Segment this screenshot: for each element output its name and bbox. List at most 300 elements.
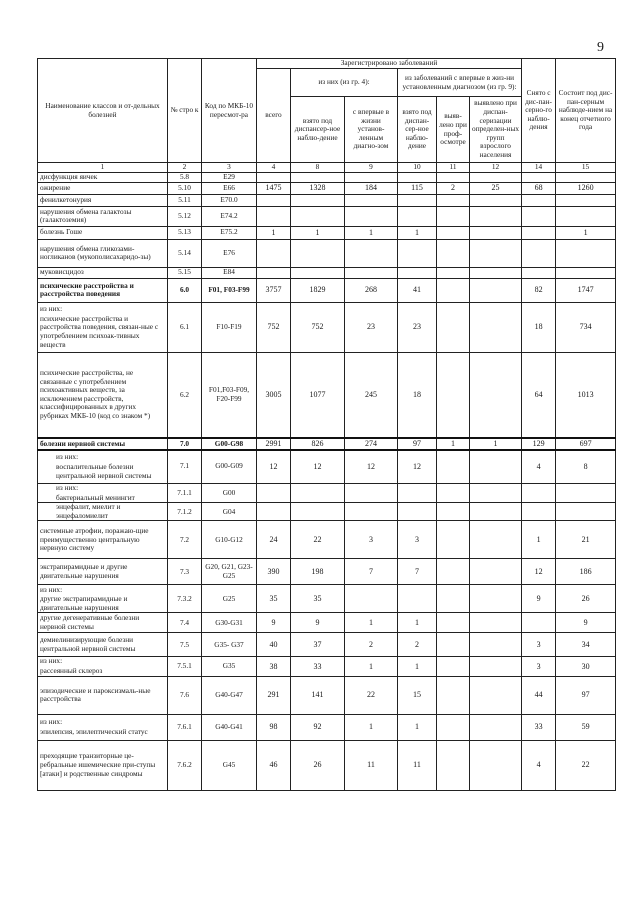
value-cell	[398, 585, 437, 613]
value-cell: 1829	[291, 278, 345, 302]
disease-name-text: нарушения обмена галактозы (галактоземия)	[40, 206, 132, 225]
value-cell: 44	[522, 676, 556, 714]
row-number: 5.10	[168, 182, 202, 194]
row-number: 5.15	[168, 267, 202, 278]
value-cell: 59	[556, 714, 616, 740]
disease-name	[38, 521, 168, 559]
disease-name	[38, 352, 168, 438]
column-number: 15	[556, 163, 616, 173]
value-cell	[470, 206, 522, 226]
row-number: 5.13	[168, 226, 202, 239]
value-cell: 40	[257, 633, 291, 657]
value-cell	[522, 173, 556, 183]
table-row	[38, 585, 616, 613]
value-cell	[470, 559, 522, 585]
disease-name-text: дисфункция яичек	[40, 172, 98, 181]
column-number: 9	[345, 163, 398, 173]
value-cell	[522, 206, 556, 226]
table-row	[38, 740, 616, 790]
icd-code: G25	[202, 585, 257, 613]
subgroup-lead: из них:	[56, 483, 79, 493]
subgroup-lead: из них:	[40, 304, 63, 314]
column-number: 14	[522, 163, 556, 173]
value-cell: 3757	[257, 278, 291, 302]
consists-header: Состоит под дис-пан-серным наблюде-нием на конец отчетного года	[556, 59, 616, 163]
column-numbers-row	[38, 163, 616, 173]
row-number: 5.11	[168, 194, 202, 206]
row-number: 7.1.1	[168, 484, 202, 503]
value-cell: 274	[345, 438, 398, 449]
value-cell	[470, 278, 522, 302]
value-cell: 697	[556, 438, 616, 449]
value-cell	[291, 503, 345, 521]
value-cell: 1	[398, 226, 437, 239]
row-number: 7.1	[168, 450, 202, 484]
value-cell: 1	[345, 226, 398, 239]
value-cell: 1	[522, 521, 556, 559]
value-cell: 3	[398, 521, 437, 559]
icd-code: G35	[202, 657, 257, 676]
value-cell: 3	[345, 521, 398, 559]
table-row	[38, 206, 616, 226]
disease-name-text: экстрапирамидные и другие двигательные нарушения	[40, 562, 128, 580]
disease-name-text: муковисцидоз	[40, 267, 84, 277]
value-cell: 3	[522, 633, 556, 657]
value-cell: 184	[345, 182, 398, 194]
value-cell: 98	[257, 714, 291, 740]
value-cell	[556, 194, 616, 206]
disease-name	[38, 559, 168, 585]
value-cell: 92	[291, 714, 345, 740]
value-cell: 2	[345, 633, 398, 657]
found-at-exams-header: выяв-лено при проф-осмотре	[437, 97, 470, 163]
disease-name-text: системные атрофии, поражаю-щие преимущественно центральную нервную систему	[40, 526, 149, 553]
value-cell: 1	[556, 226, 616, 239]
value-cell	[556, 267, 616, 278]
value-cell: 1	[398, 714, 437, 740]
col-name-header: Наименование классов и от-дельных болезней	[38, 59, 168, 163]
value-cell	[257, 173, 291, 183]
column-number: 11	[437, 163, 470, 173]
value-cell	[556, 206, 616, 226]
value-cell	[257, 194, 291, 206]
table-row	[38, 503, 616, 521]
subgroup-lead: из них:	[40, 717, 63, 727]
value-cell: 15	[398, 676, 437, 714]
value-cell: 2	[398, 633, 437, 657]
value-cell: 1	[437, 438, 470, 449]
value-cell: 268	[345, 278, 398, 302]
value-cell: 752	[291, 302, 345, 352]
table-row	[38, 484, 616, 503]
value-cell: 826	[291, 438, 345, 449]
value-cell: 1077	[291, 352, 345, 438]
value-cell	[345, 267, 398, 278]
value-cell	[437, 302, 470, 352]
disease-name-text: демиелинизирующие болезни центральной нервной системы	[40, 635, 136, 653]
value-cell	[345, 585, 398, 613]
disease-name-text: фенилкетонурия	[40, 194, 92, 204]
value-cell: 4	[522, 740, 556, 790]
value-cell	[437, 585, 470, 613]
value-cell	[257, 206, 291, 226]
found-at-disp-header: выявлено при диспан-серизации определен-ных групп взрослого населения	[470, 97, 522, 163]
value-cell: 1	[257, 226, 291, 239]
icd-code: F01, F03-F99	[202, 278, 257, 302]
value-cell: 8	[556, 450, 616, 484]
value-cell	[398, 173, 437, 183]
disease-name-text: эпилепсия, эпилептический статус	[40, 726, 148, 736]
value-cell: 198	[291, 559, 345, 585]
table-row	[38, 559, 616, 585]
icd-code: G10-G12	[202, 521, 257, 559]
disease-name-text: болезни нервной системы	[40, 438, 126, 448]
row-number: 7.1.2	[168, 503, 202, 521]
icd-code: E84	[202, 267, 257, 278]
value-cell: 141	[291, 676, 345, 714]
value-cell	[437, 352, 470, 438]
disease-name	[38, 503, 168, 521]
table-row	[38, 676, 616, 714]
icd-code: G00	[202, 484, 257, 503]
row-number: 6.0	[168, 278, 202, 302]
icd-code: F01,F03-F09, F20-F99	[202, 352, 257, 438]
value-cell	[345, 239, 398, 267]
row-number: 7.2	[168, 521, 202, 559]
icd-code: E66	[202, 182, 257, 194]
value-cell	[437, 450, 470, 484]
value-cell	[437, 239, 470, 267]
value-cell	[522, 484, 556, 503]
value-cell	[470, 740, 522, 790]
disease-name-text: психические расстройства, не связанные с употреблением психоактивных веществ, за исключением расстройств, классифицированных в других рубриках МКБ-10 (код со знаком *)	[40, 368, 151, 421]
column-number: 2	[168, 163, 202, 173]
value-cell	[522, 194, 556, 206]
value-cell	[470, 714, 522, 740]
value-cell	[345, 503, 398, 521]
value-cell	[470, 585, 522, 613]
icd-code: G40-G47	[202, 676, 257, 714]
value-cell	[398, 206, 437, 226]
first-in-life-header: с впервые в жизни установ-ленным диагно-зом	[345, 97, 398, 163]
value-cell: 1013	[556, 352, 616, 438]
row-number: 6.2	[168, 352, 202, 438]
column-number: 10	[398, 163, 437, 173]
row-number: 7.6.1	[168, 714, 202, 740]
disease-name	[38, 194, 168, 206]
row-number: 7.3.2	[168, 585, 202, 613]
disease-name-text: нарушения обмена гликозами-ногликанов (мукополисахаридо-зы)	[40, 243, 151, 262]
disease-name	[38, 613, 168, 633]
value-cell	[470, 676, 522, 714]
table-row	[38, 182, 616, 194]
row-number: 7.5.1	[168, 657, 202, 676]
value-cell: 26	[291, 740, 345, 790]
value-cell: 1475	[257, 182, 291, 194]
disease-name	[38, 450, 168, 484]
value-cell: 21	[556, 521, 616, 559]
taken-dispensary-header: взято под диспансер-ное наблю-дение	[291, 97, 345, 163]
value-cell	[398, 267, 437, 278]
icd-code: E75.2	[202, 226, 257, 239]
value-cell: 1	[398, 657, 437, 676]
icd-code: G35- G37	[202, 633, 257, 657]
icd-code: E74.2	[202, 206, 257, 226]
table-row	[38, 714, 616, 740]
table-row	[38, 267, 616, 278]
disease-name-text: воспалительные болезни центральной нервной системы	[56, 461, 152, 480]
value-cell	[437, 657, 470, 676]
table-body	[38, 173, 616, 791]
value-cell: 752	[257, 302, 291, 352]
value-cell	[437, 173, 470, 183]
value-cell	[522, 239, 556, 267]
value-cell: 12	[291, 450, 345, 484]
value-cell	[291, 484, 345, 503]
value-cell: 129	[522, 438, 556, 449]
table-row	[38, 239, 616, 267]
disease-name	[38, 740, 168, 790]
value-cell: 1	[398, 613, 437, 633]
disease-name-text: преходящие транзиторные це-ребральные ишемические при-ступы [атаки] и родственные синдромы	[40, 751, 156, 778]
column-number: 4	[257, 163, 291, 173]
value-cell: 1	[345, 714, 398, 740]
value-cell: 22	[556, 740, 616, 790]
value-cell: 1328	[291, 182, 345, 194]
of-them-header: из них (из гр. 4):	[291, 69, 398, 97]
value-cell	[522, 226, 556, 239]
table-row	[38, 278, 616, 302]
disease-name-text: энцефалит, миелит и энцефаломиелит	[56, 502, 121, 520]
value-cell	[522, 503, 556, 521]
value-cell: 245	[345, 352, 398, 438]
value-cell: 3	[522, 657, 556, 676]
value-cell: 1	[291, 226, 345, 239]
value-cell	[437, 484, 470, 503]
value-cell: 12	[257, 450, 291, 484]
disease-name	[38, 182, 168, 194]
value-cell	[470, 657, 522, 676]
value-cell	[437, 559, 470, 585]
value-cell: 2991	[257, 438, 291, 449]
value-cell: 97	[556, 676, 616, 714]
value-cell: 115	[398, 182, 437, 194]
value-cell	[437, 278, 470, 302]
value-cell	[437, 267, 470, 278]
value-cell	[291, 206, 345, 226]
value-cell: 35	[257, 585, 291, 613]
value-cell	[522, 613, 556, 633]
value-cell: 34	[556, 633, 616, 657]
value-cell: 41	[398, 278, 437, 302]
table-row	[38, 613, 616, 633]
total-header: всего	[257, 69, 291, 163]
table-row	[38, 657, 616, 676]
value-cell	[470, 226, 522, 239]
value-cell	[257, 503, 291, 521]
value-cell	[398, 239, 437, 267]
value-cell	[470, 267, 522, 278]
value-cell	[437, 613, 470, 633]
icd-code: E70.0	[202, 194, 257, 206]
value-cell: 9	[257, 613, 291, 633]
value-cell: 33	[291, 657, 345, 676]
disease-name-text: психические расстройства и расстройства поведения	[40, 280, 134, 299]
row-number: 7.5	[168, 633, 202, 657]
value-cell: 18	[398, 352, 437, 438]
value-cell: 734	[556, 302, 616, 352]
value-cell	[437, 740, 470, 790]
disease-name	[38, 302, 168, 352]
value-cell	[556, 503, 616, 521]
value-cell: 46	[257, 740, 291, 790]
value-cell: 1260	[556, 182, 616, 194]
value-cell	[470, 521, 522, 559]
icd-code: F10-F19	[202, 302, 257, 352]
icd-code: G30-G31	[202, 613, 257, 633]
table-row	[38, 194, 616, 206]
value-cell	[437, 714, 470, 740]
value-cell	[398, 194, 437, 206]
value-cell	[345, 194, 398, 206]
taken-dispensary-2-header: взято под диспан-сер-ное наблю-дение	[398, 97, 437, 163]
value-cell	[398, 503, 437, 521]
value-cell: 18	[522, 302, 556, 352]
table-row	[38, 352, 616, 438]
value-cell	[437, 676, 470, 714]
disease-name-text: другие дегенеративные болезни нервной системы	[40, 613, 140, 631]
value-cell: 1	[345, 657, 398, 676]
disease-name-text: рассеянный склероз	[40, 666, 103, 676]
disease-name-text: другие экстрапирамидные и двигательные нарушения	[40, 594, 128, 612]
column-number: 1	[38, 163, 168, 173]
value-cell: 33	[522, 714, 556, 740]
column-number: 12	[470, 163, 522, 173]
disease-name-text: эпизодические и пароксизмаль-ные расстройства	[40, 685, 151, 704]
value-cell: 68	[522, 182, 556, 194]
value-cell: 291	[257, 676, 291, 714]
icd-code: E76	[202, 239, 257, 267]
value-cell	[257, 484, 291, 503]
column-number: 3	[202, 163, 257, 173]
value-cell	[437, 226, 470, 239]
value-cell	[470, 484, 522, 503]
value-cell: 37	[291, 633, 345, 657]
disease-name	[38, 267, 168, 278]
value-cell: 25	[470, 182, 522, 194]
col-row-header: № стро к	[168, 59, 202, 163]
icd-code: G20, G21, G23-G25	[202, 559, 257, 585]
value-cell	[556, 484, 616, 503]
col-code-header: Код по МКБ-10 пересмот-ра	[202, 59, 257, 163]
row-number: 6.1	[168, 302, 202, 352]
registered-header: Зарегистрировано заболеваний	[257, 59, 522, 69]
value-cell: 82	[522, 278, 556, 302]
value-cell: 30	[556, 657, 616, 676]
value-cell	[291, 239, 345, 267]
value-cell: 97	[398, 438, 437, 449]
disease-name	[38, 226, 168, 239]
disease-name	[38, 438, 168, 449]
value-cell: 9	[556, 613, 616, 633]
subgroup-lead: из них:	[56, 452, 79, 462]
value-cell	[345, 484, 398, 503]
value-cell	[345, 173, 398, 183]
row-number: 7.0	[168, 438, 202, 449]
value-cell: 38	[257, 657, 291, 676]
value-cell	[470, 239, 522, 267]
value-cell	[470, 613, 522, 633]
disease-name	[38, 657, 168, 676]
disease-name	[38, 484, 168, 503]
row-number: 5.14	[168, 239, 202, 267]
value-cell: 7	[398, 559, 437, 585]
row-number: 7.4	[168, 613, 202, 633]
value-cell	[437, 521, 470, 559]
value-cell	[470, 302, 522, 352]
value-cell: 3005	[257, 352, 291, 438]
value-cell	[470, 633, 522, 657]
value-cell: 11	[345, 740, 398, 790]
value-cell	[556, 239, 616, 267]
icd-code: G00-G09	[202, 450, 257, 484]
value-cell	[556, 173, 616, 183]
table-row	[38, 173, 616, 183]
value-cell	[257, 239, 291, 267]
icd-code: G04	[202, 503, 257, 521]
table-row	[38, 633, 616, 657]
value-cell	[291, 194, 345, 206]
value-cell: 1	[345, 613, 398, 633]
disease-name	[38, 714, 168, 740]
value-cell: 23	[345, 302, 398, 352]
disease-name	[38, 585, 168, 613]
table-row	[38, 450, 616, 484]
row-number: 7.3	[168, 559, 202, 585]
value-cell: 1	[470, 438, 522, 449]
value-cell: 12	[345, 450, 398, 484]
morbidity-table	[37, 58, 616, 791]
disease-name-text: бактериальный менингит	[56, 492, 135, 502]
value-cell	[345, 206, 398, 226]
removed-header: Снято с дис-пан-серно-го наблю-дения	[522, 59, 556, 163]
subgroup-lead: из них:	[40, 584, 63, 594]
value-cell: 22	[345, 676, 398, 714]
value-cell	[398, 484, 437, 503]
value-cell	[470, 503, 522, 521]
value-cell	[437, 503, 470, 521]
icd-code: E29	[202, 173, 257, 183]
column-number: 8	[291, 163, 345, 173]
disease-name-text: ожирение	[40, 182, 71, 192]
value-cell: 9	[291, 613, 345, 633]
value-cell: 186	[556, 559, 616, 585]
value-cell: 64	[522, 352, 556, 438]
disease-name	[38, 676, 168, 714]
value-cell: 2	[437, 182, 470, 194]
value-cell: 12	[398, 450, 437, 484]
row-number: 5.8	[168, 173, 202, 183]
value-cell: 26	[556, 585, 616, 613]
value-cell	[470, 173, 522, 183]
table-header	[38, 59, 616, 173]
disease-name	[38, 633, 168, 657]
value-cell	[470, 194, 522, 206]
disease-name-text: болезнь Гоше	[40, 227, 83, 237]
disease-name	[38, 239, 168, 267]
value-cell: 23	[398, 302, 437, 352]
icd-code: G45	[202, 740, 257, 790]
